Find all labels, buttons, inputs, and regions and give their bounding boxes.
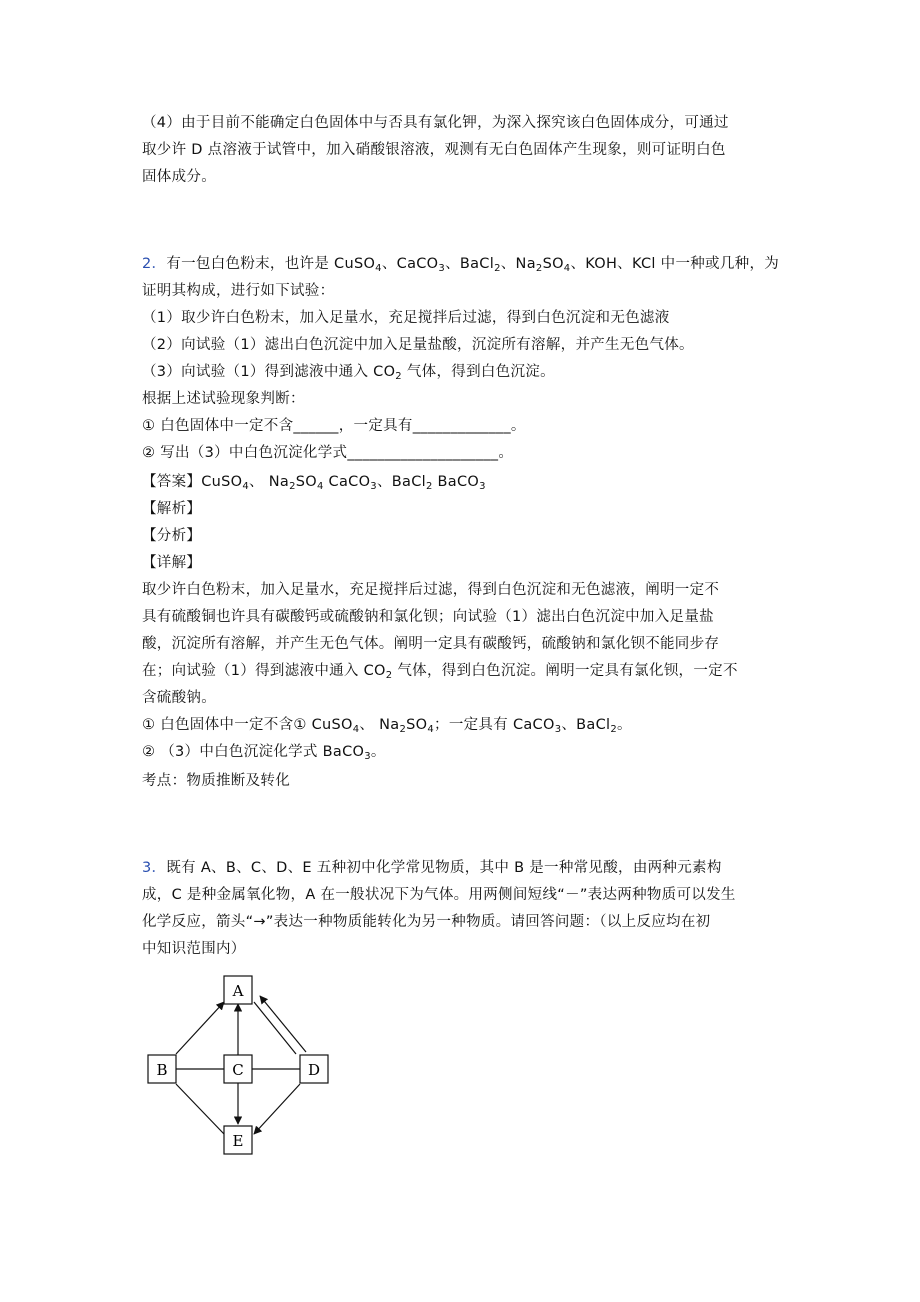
subscript: 2 xyxy=(385,670,393,681)
q2-result1 xyxy=(142,715,632,735)
q2-explain-line4 xyxy=(142,661,738,681)
arrow-b-to-a xyxy=(176,1002,224,1054)
answer-blank: ____________________ xyxy=(347,445,499,461)
subscript: 2 xyxy=(425,481,433,492)
answer-blank: _____________ xyxy=(412,418,511,434)
q3-stem-line2: 成，C 是种金属氧化物，A 在一般状况下为气体。用两侧间短线“－”表达两种物质可以发生 xyxy=(142,887,736,903)
q2-kaodian: 考点：物质推断及转化 xyxy=(142,773,290,789)
q2-text: 气体，得到白色沉淀。 xyxy=(401,364,555,380)
node-d xyxy=(300,1055,328,1083)
q2-stem-line2: 证明其构成，进行如下试验： xyxy=(142,283,335,299)
q2-judge: 根据上述试验现象判断： xyxy=(142,391,305,407)
q2-blank2 xyxy=(142,443,513,463)
subscript: 2 xyxy=(610,724,618,735)
q2-text: 。 xyxy=(510,418,526,434)
q2-text: CaCO xyxy=(323,474,371,490)
q2-text: 、CaCO xyxy=(381,256,439,272)
node-e xyxy=(224,1126,252,1154)
q2-text: 、KOH、KCl 中一种或几种，为 xyxy=(570,256,780,272)
q3-text: 既有 A、B、C、D、E 五种初中化学常见物质，其中 B 是一种常见酸，由两种元素构 xyxy=(166,860,722,876)
answer-blank: ______ xyxy=(293,418,339,434)
q2-result2 xyxy=(142,742,386,762)
node-c xyxy=(224,1055,252,1083)
q2-text: SO xyxy=(542,256,564,272)
node-b-label: B xyxy=(156,1061,168,1079)
subscript: 4 xyxy=(375,263,382,274)
subscript: 3 xyxy=(364,751,371,762)
q2-text: 。 xyxy=(617,717,632,733)
q2-text: ① 白色固体中一定不含① CuSO xyxy=(142,717,353,733)
q3-stem-line3: 化学反应，箭头“→”表达一种物质能转化为另一种物质。请回答问题：（以上反应均在初 xyxy=(142,914,711,930)
subscript: 4 xyxy=(352,724,360,735)
q2-text: SO xyxy=(406,717,428,733)
q3-number: 3． xyxy=(142,860,167,876)
q2-explain-line2: 具有硫酸铜也许具有碳酸钙或硫酸钠和氯化钡；向试验（1）滤出白色沉淀中加入足量盐 xyxy=(142,609,714,625)
node-c-label: C xyxy=(232,1061,244,1079)
subscript: 3 xyxy=(370,481,377,492)
q2-text: 、BaCl xyxy=(561,717,611,733)
line-b-e xyxy=(176,1084,224,1134)
subscript: 4 xyxy=(427,724,435,735)
q2-jiexi-heading: 【解析】 xyxy=(142,501,202,517)
q2-text: 、BaCl xyxy=(376,474,426,490)
q2-explain-line1: 取少许白色粉末，加入足量水，充足搅拌后过滤，得到白色沉淀和无色滤液，阐明一定不 xyxy=(142,582,720,598)
q2-text: 。 xyxy=(370,744,386,760)
q2-text: ② 写出（3）中白色沉淀化学式 xyxy=(142,445,348,461)
node-a xyxy=(224,976,252,1004)
q2-text: 、 Na xyxy=(359,717,400,733)
q2-text: 【答案】CuSO xyxy=(142,474,243,490)
q2-fenxi-heading: 【分析】 xyxy=(142,528,202,544)
subscript: 4 xyxy=(563,263,571,274)
q2-explain-line3: 酸，沉淀所有溶解，并产生无色气体。阐明一定具有碳酸钙，硫酸钠和氯化钡不能同步存 xyxy=(142,636,720,652)
q2-answer xyxy=(142,472,486,492)
q2-text: SO xyxy=(295,474,317,490)
q2-step3 xyxy=(142,362,555,382)
q2-text: 有一包白色粉末，也许是 CuSO xyxy=(166,256,376,272)
q2-explain-line5: 含硫酸钠。 xyxy=(142,690,216,706)
q2-text: 。 xyxy=(498,445,514,461)
subscript: 3 xyxy=(479,481,486,492)
q2-text: ，一定具有 xyxy=(338,418,413,434)
q2-text: 、 Na xyxy=(249,474,290,490)
q2-number: 2． xyxy=(142,256,167,272)
q2-text: 气体，得到白色沉淀。阐明一定具有氯化钡，一定不 xyxy=(392,663,738,679)
subscript: 2 xyxy=(395,371,402,382)
node-e-label: E xyxy=(232,1132,244,1150)
subscript: 4 xyxy=(242,481,250,492)
q3-stem-line4: 中知识范围内） xyxy=(142,941,246,957)
node-b xyxy=(148,1055,176,1083)
q2-step2: （2）向试验（1）滤出白色沉淀中加入足量盐酸，沉淀所有溶解，并产生无色气体。 xyxy=(142,337,694,353)
subscript: 2 xyxy=(494,263,501,274)
subscript: 3 xyxy=(554,724,562,735)
q2-text: ；一定具有 CaCO xyxy=(434,717,555,733)
subscript: 2 xyxy=(289,481,296,492)
subscript: 4 xyxy=(316,481,324,492)
q2-text: BaCO xyxy=(432,474,480,490)
q2-stem-line1 xyxy=(142,254,779,274)
q2-xiangjie-heading: 【详解】 xyxy=(142,555,202,571)
reaction-diagram xyxy=(142,974,342,1160)
q2-text: 、BaCl xyxy=(445,256,495,272)
q2-text: ① 白色固体中一定不含 xyxy=(142,418,294,434)
q1-part4-line1: （4）由于目前不能确定白色固体中与否具有氯化钾，为深入探究该白色固体成分，可通过 xyxy=(142,115,729,131)
q3-stem-line1 xyxy=(142,858,722,878)
subscript: 3 xyxy=(438,263,446,274)
subscript: 2 xyxy=(535,263,543,274)
q2-step1: （1）取少许白色粉末，加入足量水，充足搅拌后过滤，得到白色沉淀和无色滤液 xyxy=(142,310,670,326)
q1-part4-line2: 取少许 D 点溶液于试管中，加入硝酸银溶液，观测有无白色固体产生现象，则可证明白色 xyxy=(142,142,726,158)
q2-text: （3）向试验（1）得到滤液中通入 CO xyxy=(142,364,396,380)
q2-blank1 xyxy=(142,416,526,436)
node-a-label: A xyxy=(232,982,244,1000)
node-d-label: D xyxy=(307,1061,321,1079)
line-d-a xyxy=(254,1002,296,1054)
subscript: 2 xyxy=(399,724,407,735)
q2-text: ② （3）中白色沉淀化学式 BaCO xyxy=(142,744,365,760)
arrow-d-to-e xyxy=(254,1084,300,1134)
q2-text: 、Na xyxy=(500,256,536,272)
arrow-d-to-a xyxy=(260,996,306,1052)
q2-text: 在；向试验（1）得到滤液中通入 CO xyxy=(142,663,386,679)
q1-part4-line3: 固体成分。 xyxy=(142,169,216,185)
